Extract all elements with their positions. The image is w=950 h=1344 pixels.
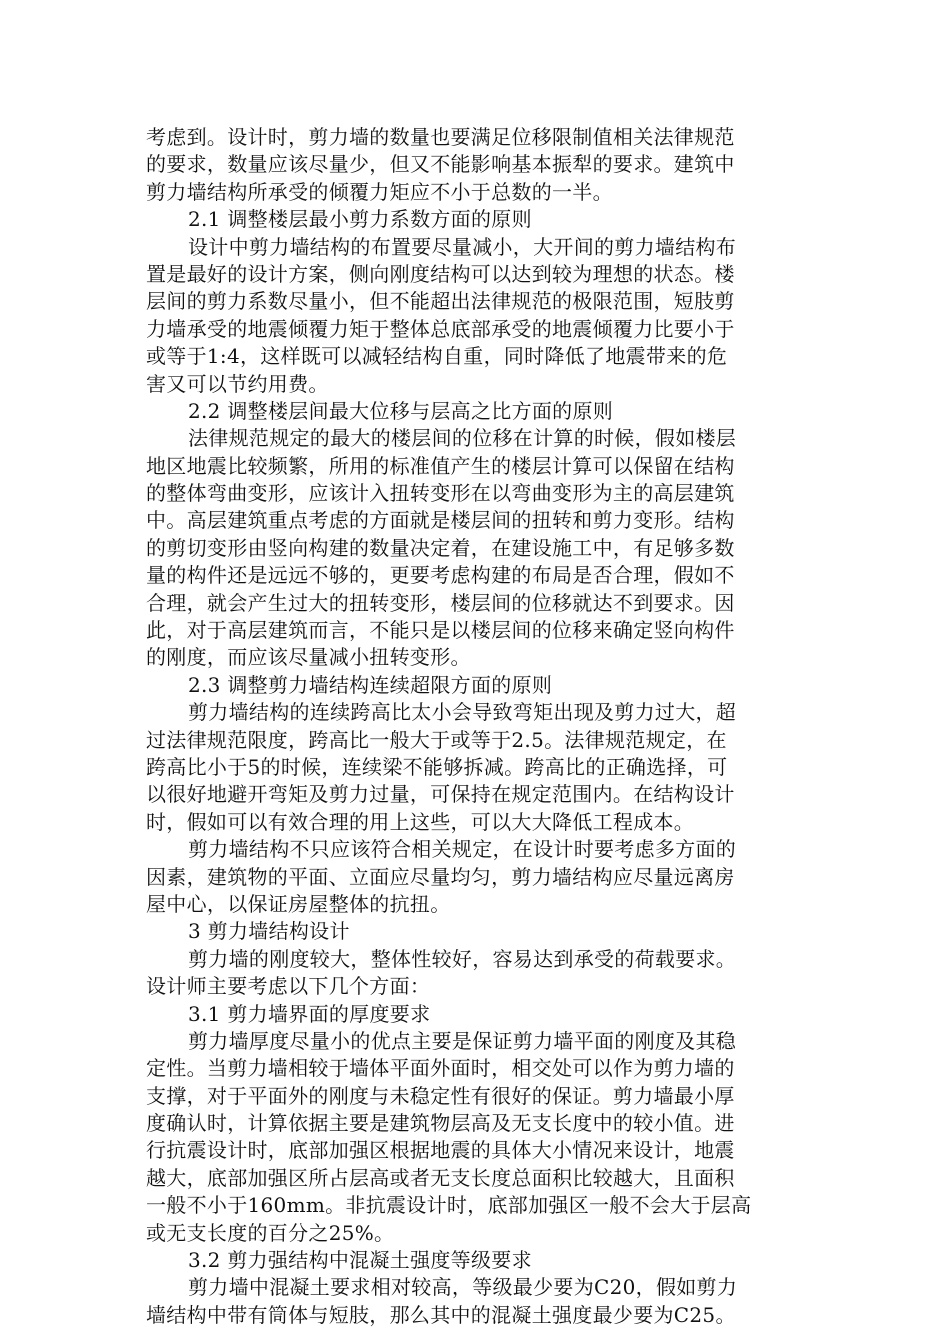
text-line: 剪力墙的刚度较大，整体性较好，容易达到承受的荷载要求。 — [188, 946, 737, 971]
text-line: 支撑，对于平面外的刚度与未稳定性有很好的保证。剪力墙最小厚 — [146, 1083, 735, 1108]
text-line: 以很好地避开弯矩及剪力过量，可保持在规定范围内。在结构设计 — [146, 782, 735, 807]
text-line: 考虑到。设计时，剪力墙的数量也要满足位移限制值相关法律规范 — [146, 125, 735, 149]
text-line: 或等于1:4，这样既可以减轻结构自重，同时降低了地震带来的危 — [146, 344, 728, 369]
text-line: 的剪切变形由竖向构建的数量决定着，在建设施工中，有足够多数 — [146, 535, 735, 560]
text-line: 墙结构中带有筒体与短肢，那么其中的混凝土强度最少要为C25。 — [146, 1302, 736, 1327]
text-line: 量的构件还是远远不够的，更要考虑构建的布局是否合理，假如不 — [146, 563, 735, 588]
text-line: 力墙承受的地震倾覆力矩于整体总底部承受的地震倾覆力比要小于 — [146, 316, 735, 341]
text-line: 此，对于高层建筑而言，不能只是以楼层间的位移来确定竖向构件 — [146, 618, 735, 643]
text-line: 剪力墙结构所承受的倾覆力矩应不小于总数的一半。 — [146, 179, 613, 204]
text-line: 行抗震设计时，底部加强区根据地震的具体大小情况来设计，地震 — [146, 1138, 735, 1163]
text-line: 的要求，数量应该尽量少，但又不能影响基本振犁的要求。建筑中 — [146, 152, 735, 177]
text-line: 屋中心，以保证房屋整体的抗扭。 — [146, 891, 451, 916]
text-line: 剪力墙厚度尽量小的优点主要是保证剪力墙平面的刚度及其稳 — [188, 1028, 737, 1053]
text-line: 越大，底部加强区所占层高或者无支长度总面积比较越大，且面积 — [146, 1165, 735, 1190]
text-line: 的整体弯曲变形，应该计入扭转变形在以弯曲变形为主的高层建筑 — [146, 481, 735, 506]
text-line: 3 剪力墙结构设计 — [188, 919, 350, 944]
text-line: 法律规范规定的最大的楼层间的位移在计算的时候，假如楼层 — [188, 426, 737, 451]
document-body — [146, 124, 796, 1329]
text-line: 剪力墙中混凝土要求相对较高，等级最少要为C20，假如剪力 — [188, 1275, 738, 1300]
text-line: 因素，建筑物的平面、立面应尽量均匀，剪力墙结构应尽量远离房 — [146, 864, 735, 889]
text-line: 度确认时，计算依据主要是建筑物层高及无支长度中的较小值。进 — [146, 1111, 735, 1136]
text-line: 置是最好的设计方案，侧向刚度结构可以达到较为理想的状态。楼 — [146, 261, 735, 286]
text-line: 3.1 剪力墙界面的厚度要求 — [188, 1001, 431, 1026]
text-line: 跨高比小于5的时候，连续梁不能够拆减。跨高比的正确选择，可 — [146, 754, 728, 779]
text-line: 2.2 调整楼层间最大位移与层高之比方面的原则 — [188, 398, 614, 423]
text-line: 中。高层建筑重点考虑的方面就是楼层间的扭转和剪力变形。结构 — [146, 508, 735, 533]
text-line: 2.3 调整剪力墙结构连续超限方面的原则 — [188, 672, 553, 697]
text-line: 设计中剪力墙结构的布置要尽量减小，大开间的剪力墙结构布 — [188, 234, 737, 259]
text-line: 或无支长度的百分之25%。 — [146, 1220, 395, 1245]
text-line: 地区地震比较频繁，所用的标准值产生的楼层计算可以保留在结构 — [146, 453, 735, 478]
text-line: 设计师主要考虑以下几个方面： — [146, 974, 431, 999]
text-line: 合理，就会产生过大的扭转变形，楼层间的位移就达不到要求。因 — [146, 590, 735, 615]
text-line: 过法律规范限度，跨高比一般大于或等于2.5。法律规范规定，在 — [146, 727, 727, 752]
text-line: 的刚度，而应该尽量减小扭转变形。 — [146, 645, 471, 670]
text-line: 2.1 调整楼层最小剪力系数方面的原则 — [188, 207, 532, 232]
text-line: 剪力墙结构不只应该符合相关规定，在设计时要考虑多方面的 — [188, 837, 737, 862]
text-line: 3.2 剪力强结构中混凝土强度等级要求 — [188, 1248, 532, 1273]
text-line: 剪力墙结构的连续跨高比太小会导致弯矩出现及剪力过大，超 — [188, 700, 737, 725]
text-line: 害又可以节约用费。 — [146, 371, 329, 396]
text-line: 定性。当剪力墙相较于墙体平面外面时，相交处可以作为剪力墙的 — [146, 1056, 735, 1081]
text-line: 一般不小于160mm。非抗震设计时，底部加强区一般不会大于层高 — [146, 1193, 752, 1218]
text-line: 时，假如可以有效合理的用上这些，可以大大降低工程成本。 — [146, 809, 695, 834]
text-line: 层间的剪力系数尽量小，但不能超出法律规范的极限范围，短肢剪 — [146, 289, 735, 314]
